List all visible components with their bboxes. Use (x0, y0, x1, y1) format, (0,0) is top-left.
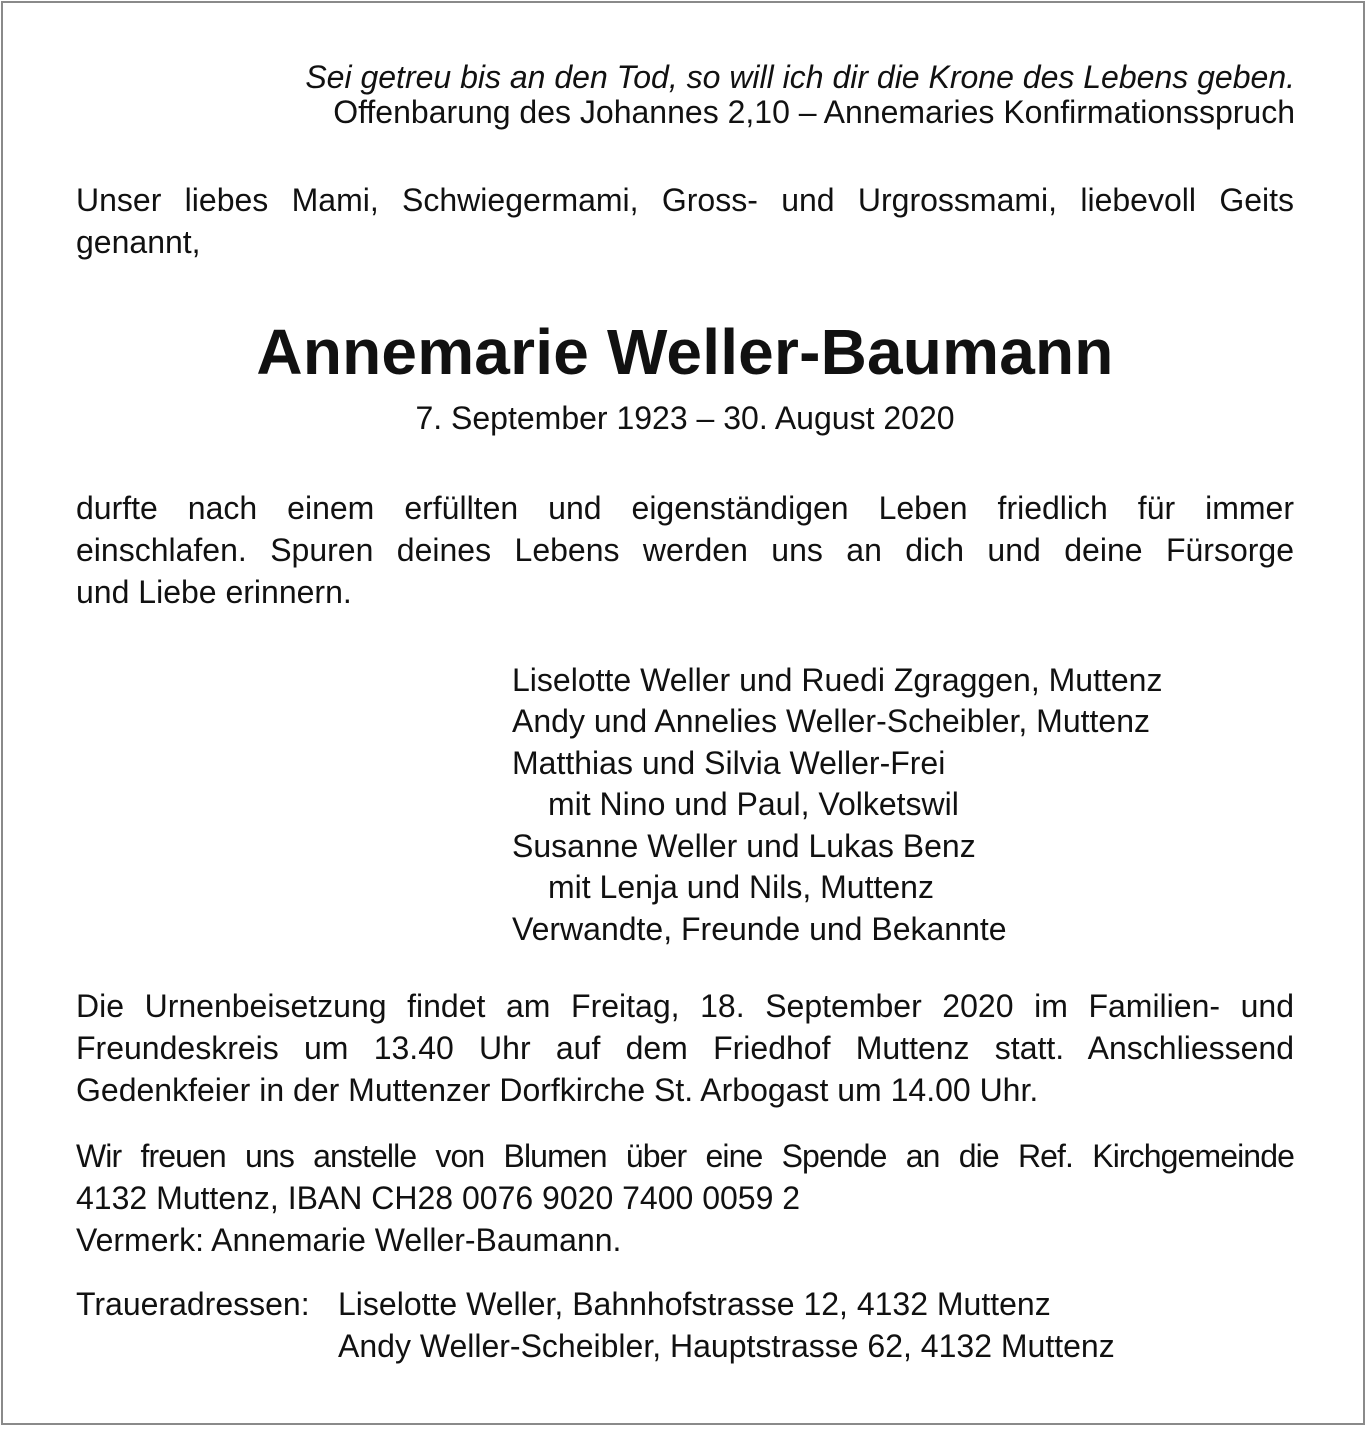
family-member: Verwandte, Freunde und Bekannte (512, 911, 1007, 947)
donation-line-3: Vermerk: Annemarie Weller-Baumann. (76, 1222, 622, 1258)
family-member: Andy und Annelies Weller-Scheibler, Muttenz (512, 703, 1150, 739)
life-dates: 7. September 1923 – 30. August 2020 (415, 400, 955, 436)
family-member: Matthias und Silvia Weller-Frei (512, 745, 946, 781)
burial-line-3: Gedenkfeier in der Muttenzer Dorfkirche St. Arbogast um 14.00 Uhr. (76, 1072, 1039, 1108)
family-member: mit Lenja und Nils, Muttenz (548, 869, 934, 905)
verse-source: Offenbarung des Johannes 2,10 – Annemaries Konfirmationsspruch (333, 94, 1295, 130)
burial-line-1: Die Urnenbeisetzung findet am Freitag, 18. September 2020 im Familien- und (76, 988, 1294, 1024)
message-line-3: und Liebe erinnern. (76, 574, 352, 610)
message-line-1: durfte nach einem erfüllten und eigenständigen Leben friedlich für immer (76, 490, 1294, 526)
donation-line-2: 4132 Muttenz, IBAN CH28 0076 9020 7400 0059 2 (76, 1180, 801, 1216)
address-first: Liselotte Weller, Bahnhofstrasse 12, 4132 Muttenz (338, 1286, 1051, 1322)
intro-line-2: genannt, (76, 224, 201, 260)
address-second: Andy Weller-Scheibler, Hauptstrasse 62, 4132 Muttenz (338, 1328, 1115, 1364)
donation-line-1: Wir freuen uns anstelle von Blumen über eine Spende an die Ref. Kirchgemeinde (76, 1138, 1294, 1174)
intro-line-1: Unser liebes Mami, Schwiegermami, Gross- und Urgrossmami, liebevoll Geits (76, 182, 1294, 218)
family-member: Susanne Weller und Lukas Benz (512, 828, 976, 864)
burial-line-2: Freundeskreis um 13.40 Uhr auf dem Friedhof Muttenz statt. Anschliessend (76, 1030, 1294, 1066)
family-member: mit Nino und Paul, Volketswil (548, 786, 959, 822)
message-line-2: einschlafen. Spuren deines Lebens werden uns an dich und deine Fürsorge (76, 532, 1294, 568)
family-member: Liselotte Weller und Ruedi Zgraggen, Muttenz (512, 662, 1163, 698)
bible-verse: Sei getreu bis an den Tod, so will ich dir die Krone des Lebens geben. (305, 59, 1295, 95)
deceased-name: Annemarie Weller-Baumann (256, 316, 1114, 388)
addresses-label: Traueradressen: (76, 1286, 310, 1322)
